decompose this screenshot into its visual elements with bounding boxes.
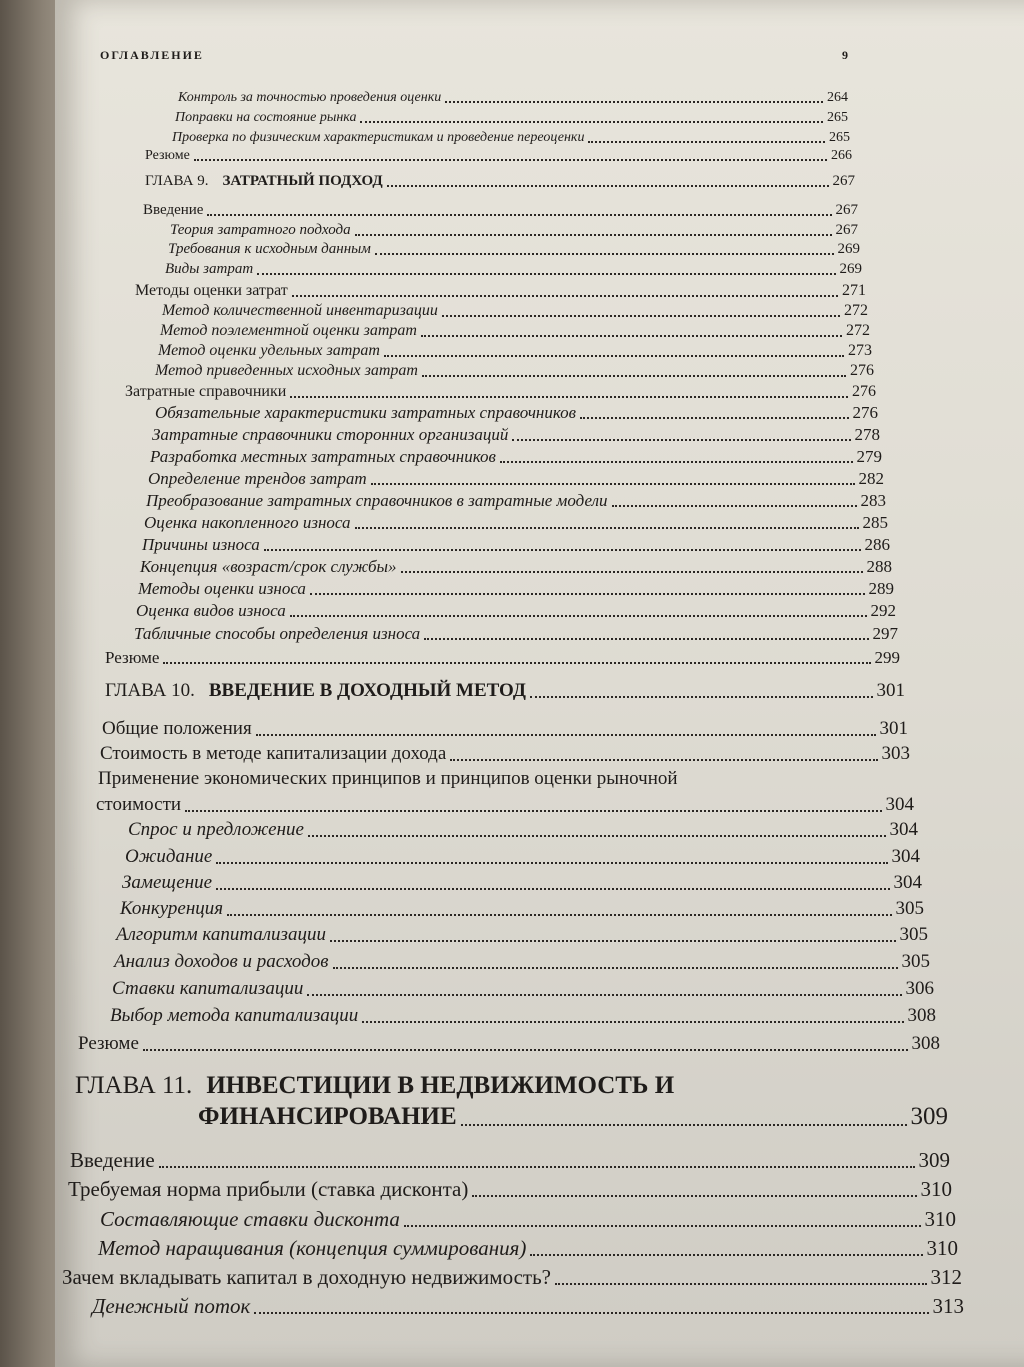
toc-page-number: 267 [835,222,858,238]
toc-entry [148,469,884,489]
toc-entry-text: Метод оценки удельных затрат [158,342,380,359]
toc-entry-title [168,241,371,258]
toc-entry-title [152,425,508,445]
toc-entry-title [165,261,253,278]
toc-page-number: 266 [831,148,852,163]
toc-page-number: 276 [852,383,876,400]
toc-entry-title [145,173,383,190]
toc-entry-text: стоимости [96,794,182,815]
dot-leader [290,605,867,617]
running-head-page-number: 9 [842,48,850,62]
toc-entry-text: Поправки на состояние рынка [175,110,357,125]
dot-leader [163,652,870,664]
toc-entry [155,403,878,423]
dot-leader [424,628,868,640]
toc-page-number: 269 [837,241,860,257]
toc-entry [120,898,924,920]
toc-entry [98,768,912,790]
toc-entry-title [98,768,678,790]
toc-entry [78,1033,940,1055]
toc-entry-text: ИНВЕСТИЦИИ В НЕДВИЖИМОСТЬ И [206,1072,675,1099]
toc-entry [162,302,868,320]
toc-entry-text: Методы оценки износа [138,579,306,598]
chapter-number: ГЛАВА 9. [145,173,209,189]
toc-entry-text: Виды затрат [165,261,254,277]
toc-entry [112,978,934,1000]
dot-leader [355,517,859,529]
toc-entry-text: Денежный поток [92,1294,251,1318]
toc-entry-text: Общие положения [102,718,252,739]
toc-page-number: 303 [881,743,910,764]
toc-page-number: 288 [866,557,892,576]
toc-entry-text: Обязательные характеристики затратных справочников [155,403,577,422]
toc-page-number: 308 [911,1033,940,1054]
toc-entry-title [68,1177,468,1202]
toc-entry [172,130,850,146]
toc-entry-text: Метод наращивания (концепция суммирования) [98,1236,527,1260]
toc-entry-title [142,535,260,555]
toc-entry-text: Разработка местных затратных справочников [150,447,496,466]
toc-entry [144,513,888,533]
toc-entry-title [100,1207,400,1232]
toc-entry-title [143,202,203,219]
toc-entry-title [155,403,576,423]
toc-entry-text: ЗАТРАТНЫЙ ПОДХОД [222,173,383,189]
toc-entry-text: Преобразование затратных справочников в затратные модели [146,491,608,510]
dot-leader [384,345,844,357]
toc-entry-title [172,130,584,146]
toc-entry-title [125,846,212,868]
toc-page-number: 271 [842,282,866,299]
toc-page-number: 265 [827,110,848,125]
toc-entry-title [155,362,418,380]
toc-entry-title [75,1072,674,1100]
toc-entry-title [116,924,326,946]
dot-leader [580,407,848,419]
toc-entry-text: Табличные способы определения износа [134,624,421,643]
toc-entry-text: Ставки капитализации [112,978,304,999]
toc-page-number: 305 [895,898,924,919]
toc-entry-title [170,222,351,239]
dot-leader [256,722,876,735]
toc-entry [146,491,886,511]
running-head-title: ОГЛАВЛЕНИЕ [100,48,204,62]
toc-page-number: 304 [885,794,914,815]
dot-leader [450,747,877,760]
toc-page-number: 286 [864,535,890,554]
toc-entry-title [92,1294,250,1319]
dot-leader [292,285,838,297]
toc-entry-text: ФИНАНСИРОВАНИЕ [198,1103,457,1130]
dot-leader [612,495,857,507]
toc-page-number: 273 [848,342,872,359]
toc-entry-title [162,302,438,320]
toc-page-number: 304 [889,819,918,840]
toc-page-number: 306 [905,978,934,999]
toc-entry-title [136,601,286,621]
toc-entry-text: Выбор метода капитализации [110,1005,359,1026]
toc-entry-title [125,383,286,401]
toc-entry-title [62,1265,551,1290]
toc-entry [145,148,852,164]
toc-entry-title [148,469,367,489]
dot-leader [472,1182,916,1197]
toc-entry-title [145,148,190,164]
toc-entry-text: Введение [70,1148,155,1172]
toc-entry-title [122,872,212,894]
toc-entry [92,1294,964,1319]
toc-page-number: 279 [856,447,882,466]
toc-entry-title [96,794,181,816]
toc-chapter-heading [145,173,855,190]
toc-entry [158,342,872,360]
dot-leader [207,205,831,216]
toc-entry [152,425,880,445]
toc-entry-text: Конкуренция [120,898,224,919]
toc-page-number: 269 [839,261,862,277]
toc-entry-text: Требования к исходным данным [168,241,371,257]
dot-leader [216,876,889,889]
toc-entry-title [150,447,496,467]
toc-entry [170,222,858,239]
toc-entry-title [144,513,351,533]
dot-leader [159,1153,915,1168]
toc-entry-text: Спрос и предложение [128,819,304,840]
toc-entry-text: Резюме [105,648,160,667]
toc-entry [105,648,900,668]
toc-page-number: 267 [832,173,855,189]
toc-entry [116,924,928,946]
toc-entry-text: Зачем вкладывать капитал в доходную недвижимость? [62,1265,551,1289]
toc-entry-text: Оценка видов износа [136,601,286,620]
toc-page-number: 309 [910,1103,948,1130]
toc-page-number: 301 [876,680,905,701]
toc-entry-text: Причины износа [142,535,260,554]
toc-entry-text: Ожидание [125,846,213,867]
toc-page-number: 267 [835,202,858,218]
toc-entry-title [198,1103,457,1131]
toc-entry-text: ВВЕДЕНИЕ В ДОХОДНЫЙ МЕТОД [208,680,526,701]
toc-entry [125,383,876,401]
toc-entry-text: Анализ доходов и расходов [114,951,329,972]
toc-page-number: 305 [901,951,930,972]
dot-leader [375,244,834,255]
dot-leader [355,225,832,236]
toc-page-number: 309 [918,1148,950,1172]
toc-entry-text: Резюме [78,1033,139,1054]
toc-page-number: 297 [872,624,898,643]
dot-leader [308,823,886,836]
toc-page-number: 312 [930,1265,962,1289]
toc-page-number: 299 [874,648,900,667]
dot-leader [216,850,887,863]
toc-entry-text: Метод поэлементной оценки затрат [160,322,417,339]
toc-entry [138,579,894,599]
toc-page-number: 308 [907,1005,936,1026]
toc-entry [134,624,898,644]
toc-entry [98,1236,958,1261]
toc-entry [68,1177,952,1202]
toc-page-number: 285 [862,513,888,532]
toc-entry-text: Методы оценки затрат [135,282,288,299]
dot-leader [555,1270,927,1285]
toc-entry-text: Теория затратного подхода [170,222,351,238]
toc-entry [178,90,848,106]
toc-entry-text: Затратные справочники сторонних организаций [152,425,509,444]
toc-page-number: 282 [858,469,884,488]
toc-entry-title [70,1148,155,1173]
chapter-number: ГЛАВА 11. [75,1072,193,1099]
toc-entry [62,1265,962,1290]
dot-leader [500,451,853,463]
dot-leader [360,113,823,123]
toc-page-number: 304 [893,872,922,893]
toc-entry-title [78,1033,139,1055]
toc-entry-title [146,491,608,511]
toc-entry-title [160,322,417,340]
toc-entry-title [135,282,288,300]
toc-entry-text: Резюме [145,148,190,163]
toc-entry-title [178,90,441,106]
toc-entry [143,202,858,219]
toc-page-number: 304 [891,846,920,867]
dot-leader [143,1037,908,1050]
dot-leader [512,429,850,441]
toc-entry [165,261,862,278]
toc-entry-text: Метод приведенных исходных затрат [155,362,418,379]
toc-entry-title [128,819,304,841]
toc-entry [70,1148,950,1173]
toc-entry [102,718,908,740]
toc-entry [142,535,890,555]
toc-chapter-heading [75,1072,940,1100]
toc-chapter-heading [105,680,905,702]
toc-page-number: 278 [854,425,880,444]
chapter-number: ГЛАВА 10. [105,680,195,701]
toc-page-number: 310 [924,1207,956,1231]
toc-entry [100,743,910,765]
toc-entry [135,282,866,300]
toc-entry-title [100,743,446,765]
toc-entry-title [134,624,420,644]
toc-page-number: 289 [868,579,894,598]
dot-leader [257,264,835,275]
toc-entry [136,601,896,621]
dot-leader [362,1009,903,1022]
toc-entry-text: Контроль за точностью проведения оценки [178,90,442,105]
toc-entry [114,951,930,973]
toc-entry-title [114,951,329,973]
toc-entry-title [140,557,397,577]
toc-entry-text: Требуемая норма прибыли (ставка дисконта) [68,1177,469,1201]
toc-entry-text: Оценка накопленного износа [144,513,351,532]
dot-leader [333,955,898,968]
running-head [100,48,850,63]
toc-entry-text: Проверка по физическим характеристикам и проведение переоценки [172,130,585,145]
toc-entry-text: Алгоритм капитализации [116,924,326,945]
toc-entry-title [175,110,356,126]
toc-entry-title [105,680,526,702]
toc-entry-title [112,978,303,1000]
toc-entry [175,110,848,126]
toc-entry [100,1207,956,1232]
toc-entry [155,362,874,380]
toc-page-number: 301 [879,718,908,739]
toc-entry-text: Метод количественной инвентаризации [162,302,438,319]
toc-entry-text: Применение экономических принципов и принципов оценки рыночной [98,768,678,789]
toc-entry [125,846,920,868]
toc-page-number: 310 [926,1236,958,1260]
dot-leader [442,305,840,317]
toc-entry [140,557,892,577]
toc-page-number: 310 [920,1177,952,1201]
toc-entry-title [105,648,159,668]
dot-leader [227,902,891,915]
toc-entry [122,872,922,894]
dot-leader [254,1299,928,1314]
dot-leader [588,133,825,143]
toc-entry [110,1005,936,1027]
toc-page-number: 313 [932,1294,964,1318]
toc-entry [160,322,870,340]
toc-entry [198,1103,948,1131]
toc-entry-title [120,898,223,920]
dot-leader [307,982,901,995]
dot-leader [422,365,846,377]
dot-leader [185,798,881,811]
dot-leader [530,684,873,697]
toc-entry-title [102,718,252,740]
dot-leader [290,386,848,398]
toc-entry-title [98,1236,526,1261]
dot-leader [401,561,863,573]
dot-leader [421,325,842,337]
toc-page-number: 265 [829,130,850,145]
dot-leader [194,151,827,161]
toc-page-number: 272 [846,322,870,339]
dot-leader [530,1241,922,1256]
toc-page-number: 283 [860,491,886,510]
toc-entry-text: Определение трендов затрат [148,469,367,488]
toc-entry [168,241,860,258]
toc-entry-text: Стоимость в методе капитализации дохода [100,743,447,764]
toc-page-number: 264 [827,90,848,105]
toc-entry [128,819,918,841]
toc-entry-text: Затратные справочники [125,383,287,400]
toc-page-number: 305 [899,924,928,945]
dot-leader [330,928,896,941]
toc-entry-text: Концепция «возраст/срок службы» [140,557,397,576]
dot-leader [445,93,823,103]
dot-leader [371,473,855,485]
dot-leader [387,176,829,187]
toc-page-number: 292 [870,601,896,620]
dot-leader [264,539,861,551]
toc-entry [150,447,882,467]
toc-page-number: 276 [850,362,874,379]
toc-page-number: 272 [844,302,868,319]
toc-entry-text: Введение [143,202,204,218]
toc-entry-title [110,1005,358,1027]
dot-leader [310,583,865,595]
toc-entry-text: Составляющие ставки дисконта [100,1207,400,1231]
dot-leader [404,1212,921,1227]
toc-entry [96,794,914,816]
toc-page-number: 276 [852,403,878,422]
toc-entry-title [158,342,380,360]
toc-entry-text: Замещение [122,872,213,893]
toc-entry-title [138,579,306,599]
dot-leader [461,1109,907,1126]
